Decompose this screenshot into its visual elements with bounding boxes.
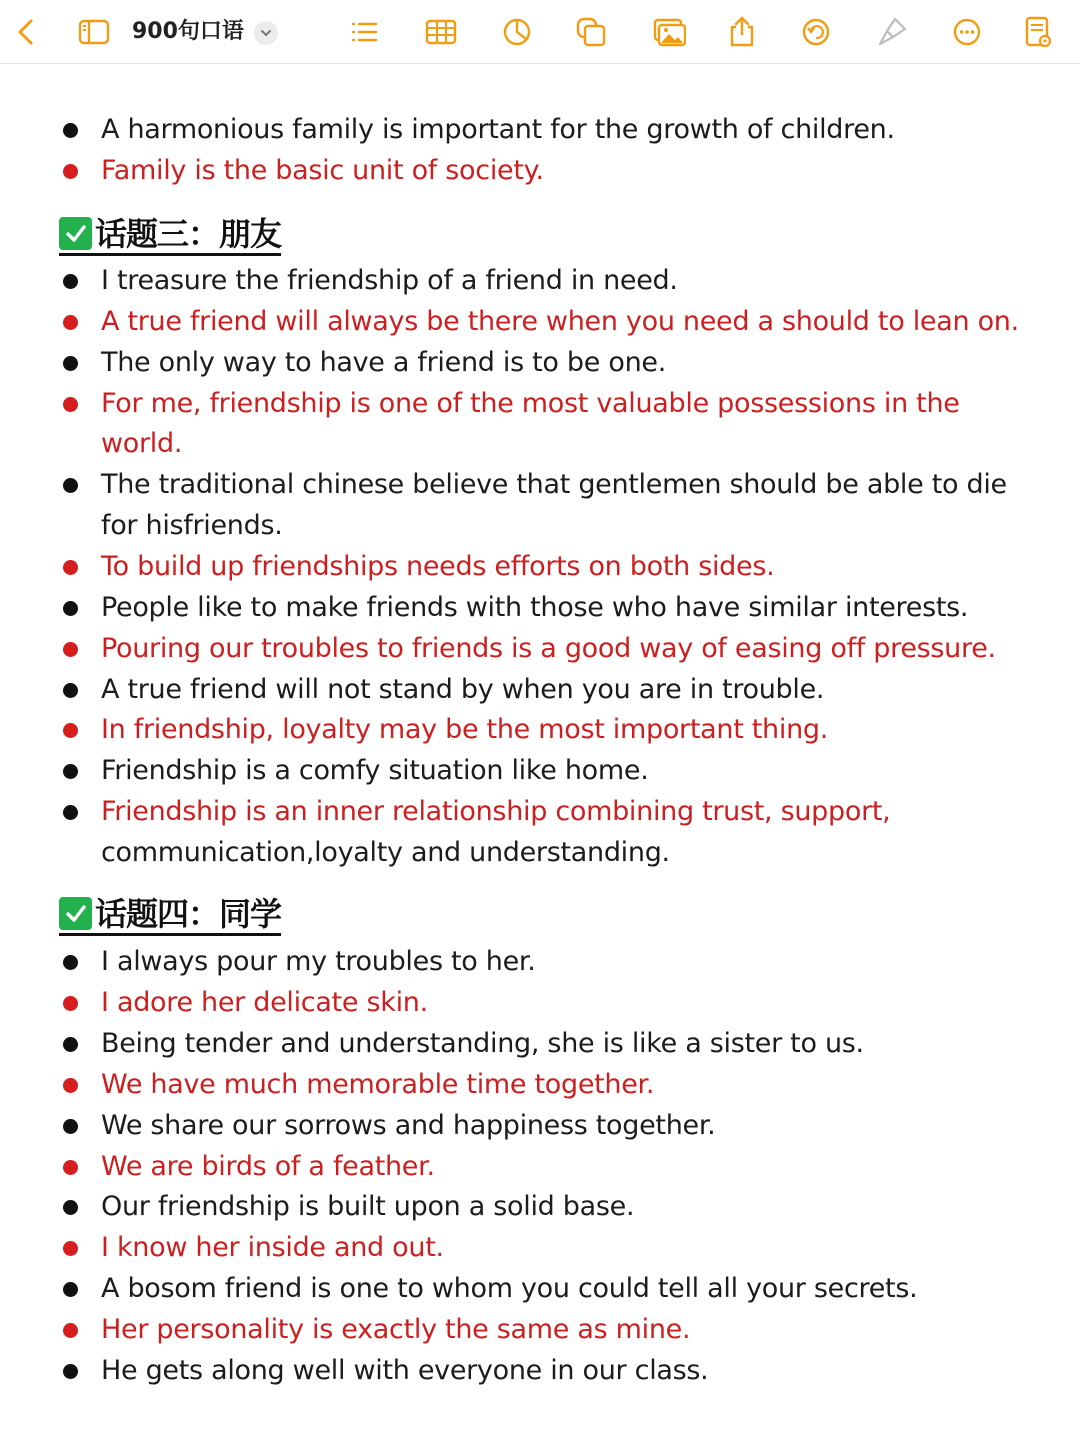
list-item[interactable]: I treasure the friendship of a friend in need. [101,265,678,296]
list-item[interactable]: The traditional chinese believe that gentlemen should be able to die [101,469,1007,500]
section-heading-classmates[interactable] [59,894,281,936]
bullet-icon [63,723,78,738]
checkmark-icon [59,217,92,250]
list-item[interactable]: To build up friendships needs efforts on both sides. [101,551,775,582]
bullet-icon [63,1037,78,1052]
bullet-icon [63,1078,78,1093]
section-heading-friends[interactable] [59,214,281,256]
bullet-icon [63,560,78,575]
list-item[interactable]: We share our sorrows and happiness together. [101,1110,716,1141]
bullet-icon [63,601,78,616]
clock-chart-icon[interactable] [497,12,537,52]
list-item[interactable]: I always pour my troubles to her. [101,946,536,977]
bullet-icon [63,164,78,179]
more-icon[interactable] [947,12,987,52]
list-item-continuation[interactable]: world. [101,428,183,459]
list-item[interactable]: Friendship is a comfy situation like home. [101,755,649,786]
list-item[interactable]: Her personality is exactly the same as mine. [101,1314,691,1345]
table-icon[interactable] [421,12,461,52]
document-body[interactable] [0,64,1080,1440]
undo-history-icon[interactable] [796,12,836,52]
list-item[interactable]: The only way to have a friend is to be one. [101,347,666,378]
document-settings-icon[interactable] [1018,12,1058,52]
brush-icon[interactable] [872,12,912,52]
list-icon[interactable] [344,12,384,52]
list-item[interactable]: People like to make friends with those who have similar interests. [101,592,969,623]
shapes-icon[interactable] [571,12,611,52]
bullet-icon [63,478,78,493]
bullet-icon [63,1160,78,1175]
list-item[interactable]: We are birds of a feather. [101,1151,435,1182]
bullet-icon [63,642,78,657]
bullet-icon [63,1323,78,1338]
list-item[interactable]: We have much memorable time together. [101,1069,655,1100]
list-item[interactable]: A harmonious family is important for the growth of children. [101,114,895,145]
heading-text: 话题三：朋友 [95,214,282,253]
list-item[interactable]: For me, friendship is one of the most valuable possessions in the [101,388,960,419]
bullet-icon [63,315,78,330]
list-item-continuation[interactable]: for hisfriends. [101,510,283,541]
bullet-icon [63,955,78,970]
list-item[interactable]: A true friend will not stand by when you are in trouble. [101,674,825,705]
chevron-down-icon[interactable] [254,21,278,45]
bullet-icon [63,123,78,138]
list-item[interactable]: I know her inside and out. [101,1232,444,1263]
checkmark-icon [59,897,92,930]
document-title[interactable]: 900句口语 [132,19,244,44]
back-chevron-icon[interactable] [6,12,46,52]
bullet-icon [63,1282,78,1297]
list-item[interactable]: Family is the basic unit of society. [101,155,544,186]
bullet-icon [63,805,78,820]
heading-text: 话题四：同学 [95,894,282,933]
list-item[interactable]: A bosom friend is one to whom you could tell all your secrets. [101,1273,918,1304]
media-icon[interactable] [649,12,689,52]
bullet-icon [63,683,78,698]
bullet-icon [63,996,78,1011]
bullet-icon [63,1364,78,1379]
bullet-icon [63,764,78,779]
list-item[interactable]: In friendship, loyalty may be the most important thing. [101,714,829,745]
bullet-icon [63,1241,78,1256]
list-item[interactable]: Being tender and understanding, she is like a sister to us. [101,1028,864,1059]
list-item[interactable]: Friendship is an inner relationship combining trust, support, [101,796,891,827]
toolbar [0,0,1080,64]
list-item[interactable]: A true friend will always be there when you need a should to lean on. [101,306,1019,337]
list-item[interactable]: Pouring our troubles to friends is a good way of easing off pressure. [101,633,996,664]
share-icon[interactable] [722,12,762,52]
list-item[interactable]: I adore her delicate skin. [101,987,428,1018]
bullet-icon [63,356,78,371]
list-item[interactable]: Our friendship is built upon a solid base. [101,1191,635,1222]
list-item-continuation[interactable]: communication,loyalty and understanding. [101,837,670,868]
list-item[interactable]: He gets along well with everyone in our class. [101,1355,709,1386]
sidebar-icon[interactable] [74,12,114,52]
bullet-icon [63,397,78,412]
bullet-icon [63,274,78,289]
bullet-icon [63,1200,78,1215]
bullet-icon [63,1119,78,1134]
